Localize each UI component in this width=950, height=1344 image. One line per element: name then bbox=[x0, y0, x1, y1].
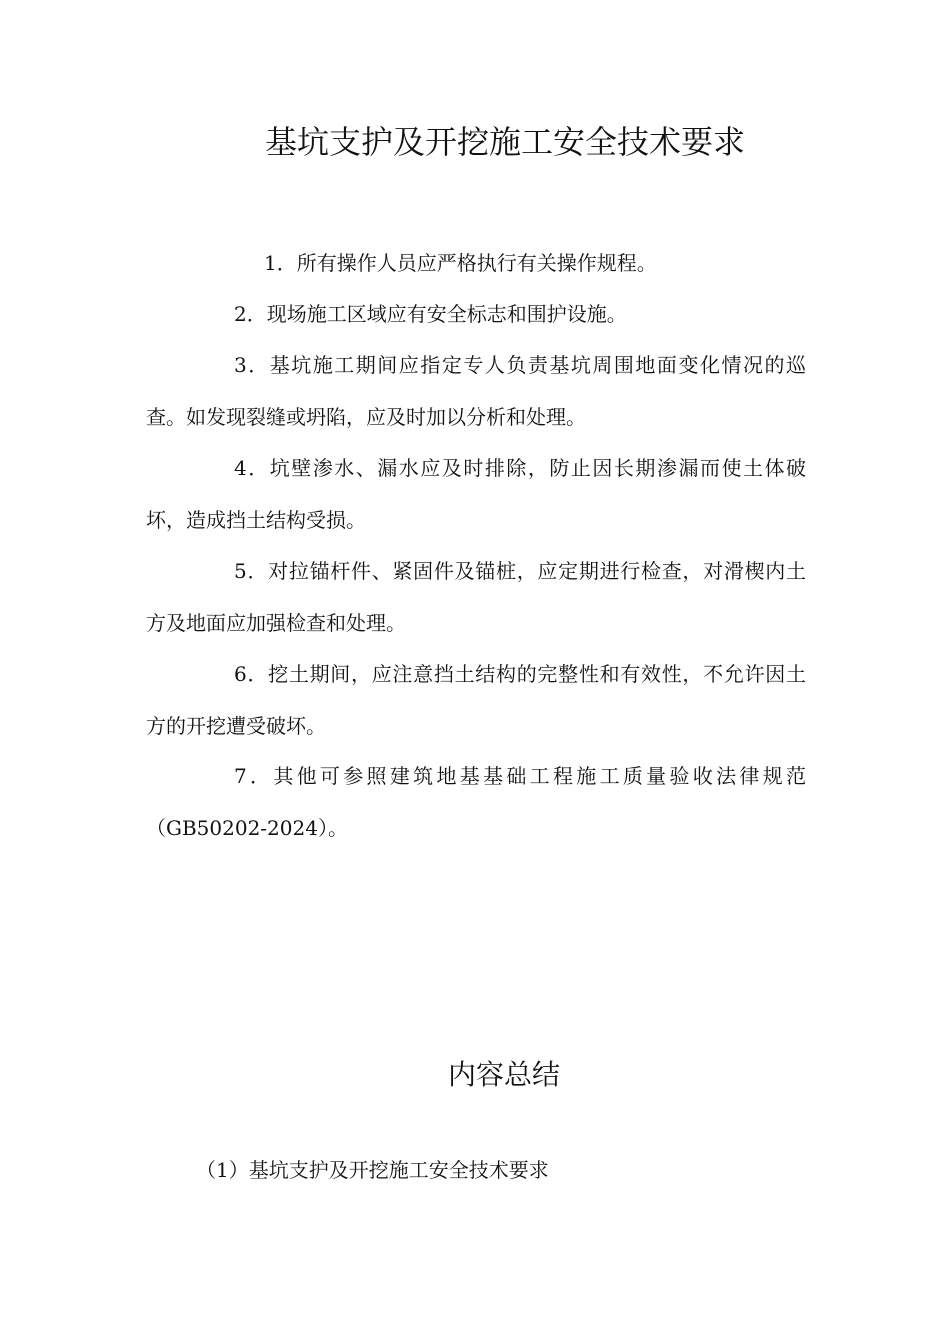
list-item-4: 4．坑壁渗水、漏水应及时排除，防止因长期渗漏而使土体破坏，造成挡土结构受损。 bbox=[146, 456, 806, 532]
summary-item: （1）基坑支护及开挖施工安全技术要求 bbox=[196, 1158, 549, 1182]
document-title: 基坑支护及开挖施工安全技术要求 bbox=[264, 123, 745, 161]
list-item-7: 7．其他可参照建筑地基基础工程施工质量验收法律规范（GB50202-2024）。 bbox=[146, 764, 806, 840]
list-item-6: 6．挖土期间，应注意挡土结构的完整性和有效性，不允许因土方的开挖遭受破坏。 bbox=[146, 662, 806, 738]
summary-title: 内容总结 bbox=[447, 1058, 560, 1091]
list-item-5: 5．对拉锚杆件、紧固件及锚桩，应定期进行检查，对滑楔内土方及地面应加强检查和处理。 bbox=[146, 559, 806, 635]
list-item-1: 1．所有操作人员应严格执行有关操作规程。 bbox=[264, 251, 657, 275]
list-item-3: 3．基坑施工期间应指定专人负责基坑周围地面变化情况的巡查。如发现裂缝或坍陷，应及时加以分析和处理。 bbox=[146, 353, 806, 429]
list-item-2: 2．现场施工区域应有安全标志和围护设施。 bbox=[234, 302, 627, 326]
